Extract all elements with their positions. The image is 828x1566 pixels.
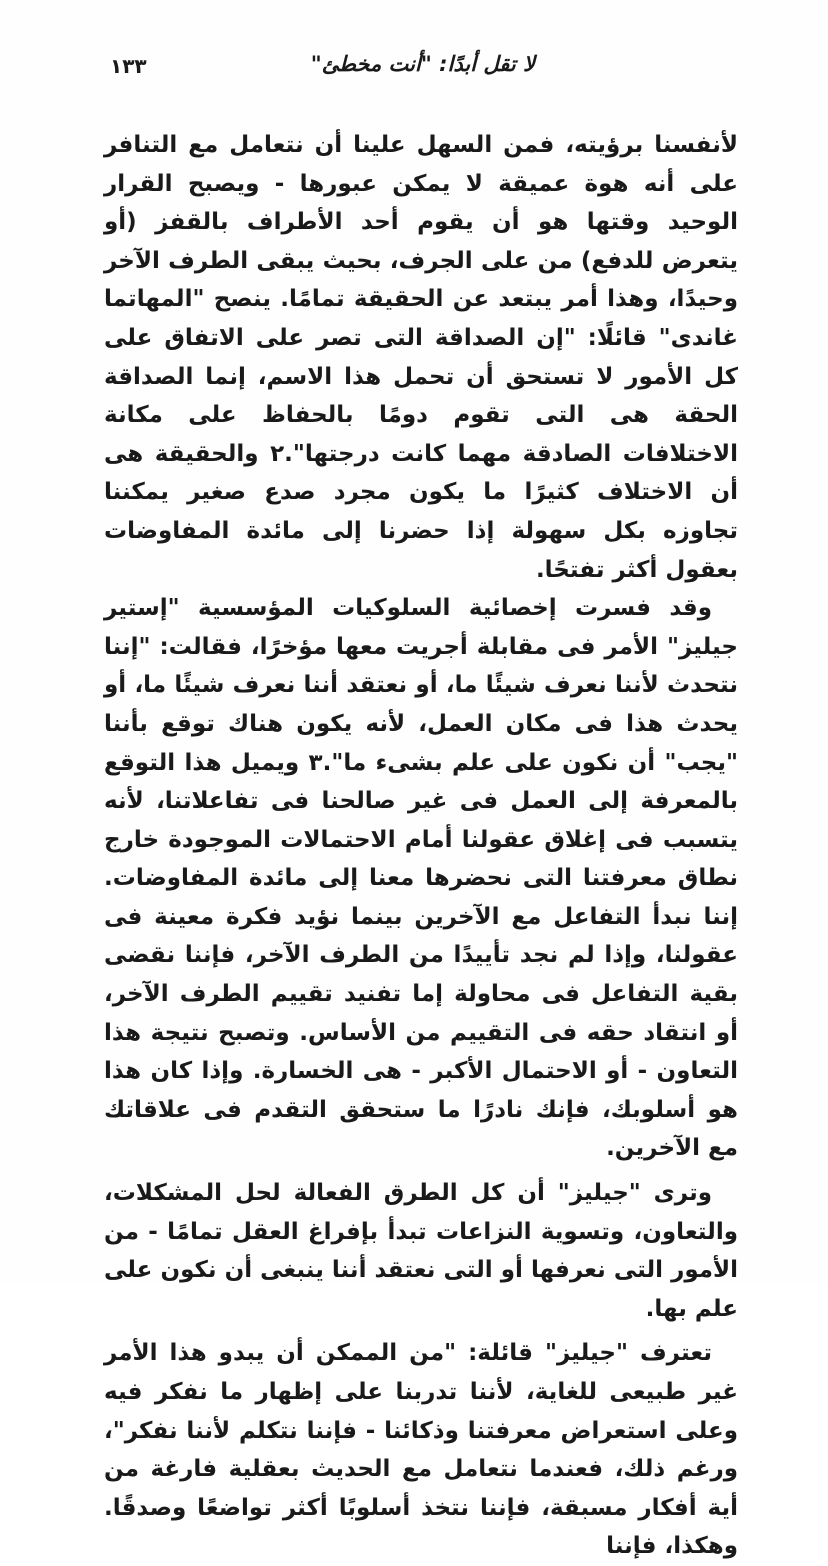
paragraph: تعترف "جيليز" قائلة: "من الممكن أن يبدو هذا الأمر غير طبيعى للغاية، لأننا تدربنا على إظهار ما نفكر فيه وعلى استعراض معرفتنا وذكائنا - فإننا نتكلم لأننا نفكر"، ورغم ذلك، فعندما نتعامل مع الحديث بعقلية فارغة من أية أفكار مسبقة، فإننا نتخذ أسلوبًا أكثر تواضعًا وصدقًا. وهكذا، فإننا [104, 1340, 738, 1560]
paragraph: وترى "جيليز" أن كل الطرق الفعالة لحل المشكلات، والتعاون، وتسوية النزاعات تبدأ بإفراغ العقل تمامًا - من الأمور التى نعرفها أو التى نعتقد أننا ينبغى أن نكون على علم بها. [104, 1180, 738, 1322]
running-header [110, 52, 730, 88]
running-title: لا تقل أبدًا: "أنت مخطئ" [310, 52, 535, 76]
paragraph: وقد فسرت إخصائية السلوكيات المؤسسية "إستير جيليز" الأمر فى مقابلة أجريت معها مؤخرًا، فقالت: "إننا نتحدث لأننا نعرف شيئًا ما، أو نعتقد أننا نعرف شيئًا ما، أو يحدث هذا فى مكان العمل، لأنه يكون هناك توقع بأننا "يجب" أن نكون على علم بشىء ما".٣ ويميل هذا التوقع بالمعرفة إلى العمل فى غير صالحنا فى تفاعلاتنا، لأنه يتسبب فى إغلاق عقولنا أمام الاحتمالات الموجودة خارج نطاق معرفتنا التى نحضرها معنا إلى مائدة المفاوضات. إننا نبدأ التفاعل مع الآخرين بينما نؤيد فكرة معينة فى عقولنا، وإذا لم نجد تأييدًا من الطرف الآخر، فإننا نقضى بقية التفاعل فى محاولة إما تفنيد تقييم الطرف الآخر، أو انتقاد حقه فى التقييم من الأساس. وتصبح نتيجة هذا التعاون - أو الاحتمال الأكبر - هى الخسارة. وإذا كان هذا هو أسلوبك، فإنك نادرًا ما ستحقق التقدم فى علاقاتك مع الآخرين. [104, 595, 738, 1162]
body-text [104, 126, 738, 1566]
page-number: ١٣٣ [110, 54, 147, 78]
paragraph: لأنفسنا برؤيته، فمن السهل علينا أن نتعامل مع التنافر على أنه هوة عميقة لا يمكن عبورها - ويصبح القرار الوحيد وقتها هو أن يقوم أحد الأطراف بالقفز (أو يتعرض للدفع) من على الجرف، بحيث يبقى الطرف الآخر وحيدًا، وهذا أمر يبتعد عن الحقيقة تمامًا. ينصح "المهاتما غاندى" قائلًا: "إن الصداقة التى تصر على الاتفاق على كل الأمور لا تستحق أن تحمل هذا الاسم، إنما الصداقة الحقة هى التى تقوم دومًا بالحفاظ على مكانة الاختلافات الصادقة مهما كانت درجتها".٢ والحقيقة هى أن الاختلاف كثيرًا ما يكون مجرد صدع صغير يمكننا تجاوزه بكل سهولة إذا حضرنا إلى مائدة المفاوضات بعقول أكثر تفتحًا. [104, 132, 738, 583]
